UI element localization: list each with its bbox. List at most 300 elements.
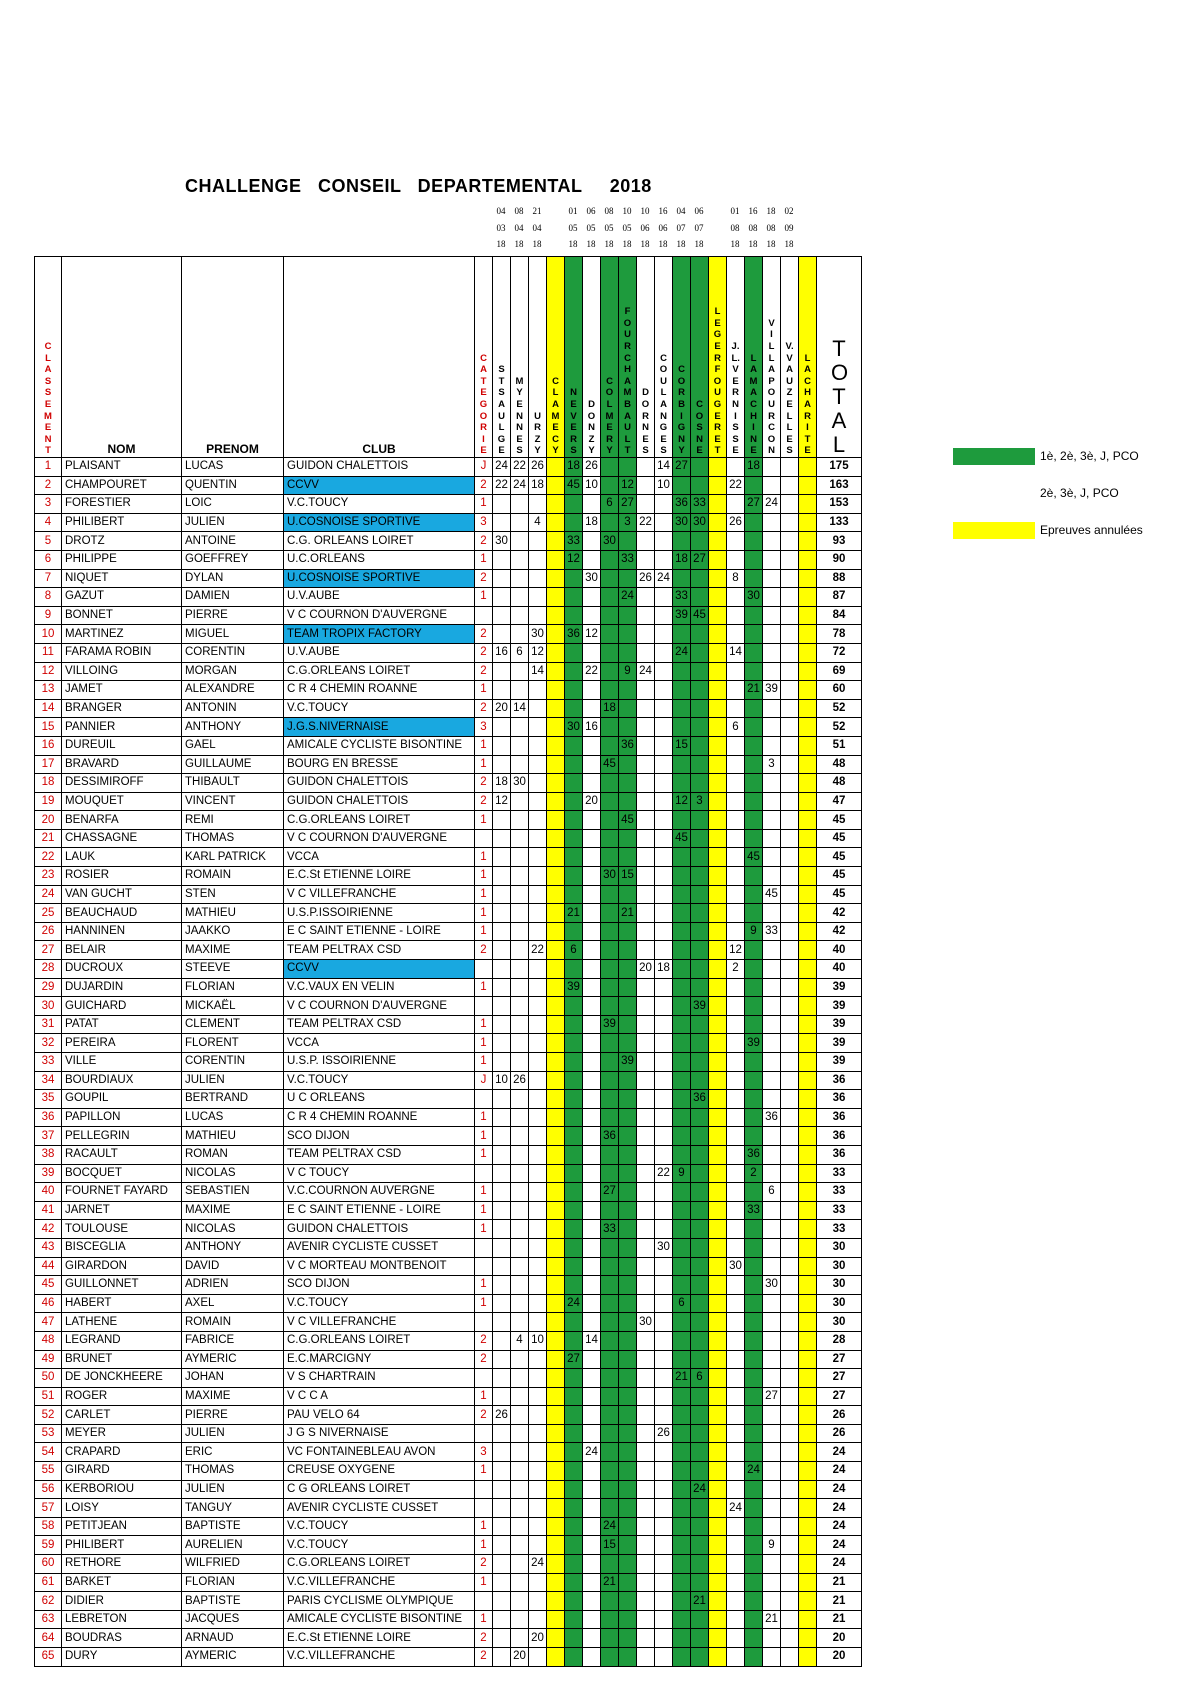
score-cell: 21 (763, 1610, 781, 1629)
categorie-cell: 2 (475, 774, 493, 793)
club-cell: AVENIR CYCLISTE CUSSET (284, 1499, 475, 1518)
club-cell: CCVV (284, 476, 475, 495)
score-cell: 24 (691, 1480, 709, 1499)
score-cell (529, 1387, 547, 1406)
score-cell (529, 1592, 547, 1611)
score-cell (583, 941, 601, 960)
header-event-4 (565, 257, 583, 458)
score-cell (619, 1090, 637, 1109)
nom-cell: DESSIMIROFF (62, 774, 182, 793)
score-cell (583, 829, 601, 848)
score-cell (511, 1387, 529, 1406)
table-row (35, 643, 862, 662)
score-cell (799, 848, 817, 867)
score-cell (583, 1573, 601, 1592)
score-cell (529, 1443, 547, 1462)
score-cell (781, 532, 799, 551)
score-cell (619, 1015, 637, 1034)
score-cell (799, 1369, 817, 1388)
table-row (35, 1090, 862, 1109)
score-cell (727, 458, 745, 477)
score-cell (637, 1201, 655, 1220)
score-cell (565, 1183, 583, 1202)
score-cell (727, 1276, 745, 1295)
score-cell (493, 1276, 511, 1295)
header-event-15 (763, 257, 781, 458)
score-cell (529, 1294, 547, 1313)
score-cell (691, 1573, 709, 1592)
score-cell (511, 1499, 529, 1518)
total-cell: 90 (817, 550, 862, 569)
score-cell (547, 1183, 565, 1202)
categorie-cell: 1 (475, 1536, 493, 1555)
score-cell (565, 1331, 583, 1350)
score-cell (799, 606, 817, 625)
rank-cell: 34 (35, 1071, 62, 1090)
nom-cell: RACAULT (62, 1145, 182, 1164)
prenom-cell: ANTHONY (182, 718, 284, 737)
score-cell (547, 643, 565, 662)
score-cell (493, 755, 511, 774)
score-cell (799, 1071, 817, 1090)
score-cell (529, 1424, 547, 1443)
score-cell (619, 1610, 637, 1629)
total-cell: 26 (817, 1406, 862, 1425)
rank-cell: 38 (35, 1145, 62, 1164)
score-cell (781, 1108, 799, 1127)
score-cell (673, 755, 691, 774)
score-cell (601, 829, 619, 848)
score-cell (745, 606, 763, 625)
score-cell (583, 1145, 601, 1164)
score-cell (727, 1145, 745, 1164)
total-cell: 36 (817, 1108, 862, 1127)
score-cell (601, 458, 619, 477)
categorie-cell (475, 1164, 493, 1183)
score-cell (709, 1201, 727, 1220)
nom-cell: PEREIRA (62, 1034, 182, 1053)
score-cell (673, 867, 691, 886)
categorie-cell: 1 (475, 922, 493, 941)
nom-cell: NIQUET (62, 569, 182, 588)
score-cell (727, 1034, 745, 1053)
score-cell: 4 (511, 1331, 529, 1350)
score-cell (691, 718, 709, 737)
score-cell: 14 (583, 1331, 601, 1350)
score-cell: 45 (619, 811, 637, 830)
prenom-cell: AYMERIC (182, 1350, 284, 1369)
score-cell (709, 476, 727, 495)
club-cell: CCVV (284, 960, 475, 979)
score-cell (583, 1480, 601, 1499)
score-cell (547, 718, 565, 737)
score-cell (565, 1220, 583, 1239)
prenom-cell: KARL PATRICK (182, 848, 284, 867)
score-cell (655, 1034, 673, 1053)
score-cell: 20 (583, 792, 601, 811)
score-cell (691, 1294, 709, 1313)
rank-cell: 6 (35, 550, 62, 569)
club-cell: J G S NIVERNAISE (284, 1424, 475, 1443)
score-cell (763, 458, 781, 477)
score-cell (493, 922, 511, 941)
score-cell (781, 1090, 799, 1109)
score-cell: 39 (763, 681, 781, 700)
score-cell (655, 1369, 673, 1388)
nom-cell: DURY (62, 1648, 182, 1667)
nom-cell: BENARFA (62, 811, 182, 830)
score-cell (673, 1220, 691, 1239)
score-cell: 6 (565, 941, 583, 960)
total-cell: 52 (817, 699, 862, 718)
score-cell: 20 (529, 1629, 547, 1648)
score-cell (565, 606, 583, 625)
event-date-3 (546, 203, 564, 253)
table-row (35, 1015, 862, 1034)
score-cell: 26 (529, 458, 547, 477)
score-cell (727, 1480, 745, 1499)
nom-cell: BOURDIAUX (62, 1071, 182, 1090)
score-cell (781, 755, 799, 774)
score-cell: 6 (727, 718, 745, 737)
nom-cell: JAMET (62, 681, 182, 700)
score-cell (655, 1443, 673, 1462)
score-cell (529, 1369, 547, 1388)
table-row (35, 848, 862, 867)
club-cell: TEAM PELTRAX CSD (284, 1015, 475, 1034)
score-cell (619, 681, 637, 700)
score-cell (619, 1462, 637, 1481)
score-cell (565, 662, 583, 681)
score-cell (781, 1536, 799, 1555)
score-cell (529, 1536, 547, 1555)
score-cell (691, 1183, 709, 1202)
score-cell (781, 1573, 799, 1592)
score-cell (619, 625, 637, 644)
score-cell: 14 (529, 662, 547, 681)
categorie-cell: 2 (475, 1555, 493, 1574)
score-cell (745, 1238, 763, 1257)
rank-cell: 59 (35, 1536, 62, 1555)
score-cell (511, 1276, 529, 1295)
score-cell (619, 532, 637, 551)
score-cell (601, 1499, 619, 1518)
nom-cell: PATAT (62, 1015, 182, 1034)
nom-cell: BISCEGLIA (62, 1238, 182, 1257)
score-cell (511, 1201, 529, 1220)
club-cell: TEAM PELTRAX CSD (284, 1145, 475, 1164)
score-cell (673, 774, 691, 793)
prenom-cell: ARNAUD (182, 1629, 284, 1648)
header-event-5 (583, 257, 601, 458)
score-cell (655, 1331, 673, 1350)
score-cell (781, 978, 799, 997)
score-cell (511, 1517, 529, 1536)
score-cell (583, 1462, 601, 1481)
event-name: LA MACHINE (749, 352, 758, 457)
score-cell (565, 1462, 583, 1481)
prenom-cell: JULIEN (182, 513, 284, 532)
score-cell (745, 811, 763, 830)
score-cell (673, 1183, 691, 1202)
prenom-cell: THOMAS (182, 829, 284, 848)
score-cell (547, 1145, 565, 1164)
total-cell: 36 (817, 1071, 862, 1090)
score-cell (799, 1592, 817, 1611)
total-cell: 27 (817, 1387, 862, 1406)
club-cell: GUIDON CHALETTOIS (284, 774, 475, 793)
total-cell: 21 (817, 1573, 862, 1592)
rank-cell: 29 (35, 978, 62, 997)
score-cell (529, 736, 547, 755)
score-cell (781, 513, 799, 532)
event-date-part (546, 220, 564, 237)
score-cell (619, 1629, 637, 1648)
score-cell (493, 1090, 511, 1109)
club-cell: E.C.St ETIENNE LOIRE (284, 1629, 475, 1648)
score-cell (547, 1592, 565, 1611)
total-cell: 45 (817, 848, 862, 867)
score-cell (799, 904, 817, 923)
score-cell (691, 1108, 709, 1127)
club-cell: VCCA (284, 848, 475, 867)
score-cell (799, 811, 817, 830)
score-cell (799, 997, 817, 1016)
table-row (35, 792, 862, 811)
score-cell (691, 532, 709, 551)
score-cell (673, 1480, 691, 1499)
score-cell (745, 1183, 763, 1202)
prenom-cell: DYLAN (182, 569, 284, 588)
total-cell: 133 (817, 513, 862, 532)
score-cell (619, 458, 637, 477)
score-cell (637, 1424, 655, 1443)
score-cell (601, 1053, 619, 1072)
event-date-part: 07 (676, 222, 686, 233)
score-cell (529, 774, 547, 793)
header-prenom: PRENOM (182, 257, 284, 458)
score-cell: 39 (565, 978, 583, 997)
table-row (35, 755, 862, 774)
score-cell (637, 476, 655, 495)
rank-cell: 14 (35, 699, 62, 718)
score-cell (637, 699, 655, 718)
score-cell (601, 1313, 619, 1332)
categorie-cell: 1 (475, 904, 493, 923)
score-cell: 30 (601, 867, 619, 886)
score-cell (799, 1053, 817, 1072)
categorie-cell: 1 (475, 1183, 493, 1202)
score-cell (691, 829, 709, 848)
score-cell: 4 (529, 513, 547, 532)
score-cell: 18 (601, 699, 619, 718)
score-cell (727, 792, 745, 811)
score-cell (763, 1406, 781, 1425)
score-cell (745, 569, 763, 588)
total-cell: 47 (817, 792, 862, 811)
score-cell (799, 550, 817, 569)
event-name: DONZY (587, 399, 596, 457)
score-cell (673, 904, 691, 923)
score-cell (547, 1164, 565, 1183)
rank-cell: 62 (35, 1592, 62, 1611)
score-cell: 12 (583, 625, 601, 644)
score-cell (547, 774, 565, 793)
score-cell (511, 1573, 529, 1592)
score-cell (565, 495, 583, 514)
total-cell: 21 (817, 1610, 862, 1629)
score-cell (547, 1201, 565, 1220)
score-cell (547, 1090, 565, 1109)
categorie-cell: 1 (475, 978, 493, 997)
score-cell (727, 1313, 745, 1332)
score-cell: 45 (745, 848, 763, 867)
score-cell (529, 1127, 547, 1146)
header-event-12 (709, 257, 727, 458)
score-cell (529, 848, 547, 867)
score-cell (619, 829, 637, 848)
table-row (35, 997, 862, 1016)
score-cell (565, 1090, 583, 1109)
score-cell: 9 (745, 922, 763, 941)
nom-cell: GUILLONNET (62, 1276, 182, 1295)
club-cell: V C VILLEFRANCHE (284, 1313, 475, 1332)
score-cell (511, 625, 529, 644)
score-cell: 24 (529, 1555, 547, 1574)
legend-label: 2è, 3è, J, PCO (1040, 486, 1119, 500)
table-row (35, 1648, 862, 1667)
rank-cell: 13 (35, 681, 62, 700)
score-cell (709, 774, 727, 793)
event-date-6 (600, 203, 618, 253)
header-event-14 (745, 257, 763, 458)
score-cell (547, 588, 565, 607)
score-cell (637, 643, 655, 662)
prenom-cell: VINCENT (182, 792, 284, 811)
score-cell (601, 718, 619, 737)
score-cell (601, 1387, 619, 1406)
score-cell (493, 885, 511, 904)
score-cell (799, 1015, 817, 1034)
nom-cell: PHILIBERT (62, 513, 182, 532)
score-cell (763, 1034, 781, 1053)
score-cell (637, 1610, 655, 1629)
score-cell (745, 1071, 763, 1090)
table-row (35, 569, 862, 588)
score-cell: 21 (673, 1369, 691, 1388)
score-cell (529, 1573, 547, 1592)
table-row (35, 1462, 862, 1481)
score-cell (493, 1257, 511, 1276)
score-cell (529, 1462, 547, 1481)
table-row (35, 1071, 862, 1090)
score-cell (493, 1443, 511, 1462)
score-cell (745, 755, 763, 774)
total-cell: 33 (817, 1220, 862, 1239)
score-cell (673, 1201, 691, 1220)
score-cell (727, 1183, 745, 1202)
score-cell (493, 736, 511, 755)
score-cell (583, 1090, 601, 1109)
club-cell: V.C.VILLEFRANCHE (284, 1648, 475, 1667)
nom-cell: BRUNET (62, 1350, 182, 1369)
club-cell: SCO DIJON (284, 1276, 475, 1295)
prenom-cell: GUILLAUME (182, 755, 284, 774)
score-cell (511, 1090, 529, 1109)
score-cell (763, 1462, 781, 1481)
score-cell (655, 755, 673, 774)
score-cell (745, 1610, 763, 1629)
score-cell: 45 (691, 606, 709, 625)
nom-cell: BOUDRAS (62, 1629, 182, 1648)
score-cell (781, 1592, 799, 1611)
score-cell (709, 1517, 727, 1536)
table-row (35, 718, 862, 737)
score-cell (637, 1220, 655, 1239)
score-cell (565, 643, 583, 662)
score-cell (691, 885, 709, 904)
score-cell (637, 588, 655, 607)
score-cell (511, 569, 529, 588)
table-row (35, 1183, 862, 1202)
score-cell (637, 867, 655, 886)
score-cell (493, 1536, 511, 1555)
score-cell: 36 (601, 1127, 619, 1146)
score-cell (619, 1145, 637, 1164)
score-cell (511, 922, 529, 941)
score-cell (493, 1462, 511, 1481)
table-row (35, 1276, 862, 1295)
score-cell (619, 1387, 637, 1406)
rank-cell: 65 (35, 1648, 62, 1667)
club-cell: U C ORLEANS (284, 1090, 475, 1109)
score-cell (547, 495, 565, 514)
event-date-8 (636, 203, 654, 253)
club-cell: GUIDON CHALETTOIS (284, 1220, 475, 1239)
score-cell (619, 1517, 637, 1536)
score-cell (727, 1517, 745, 1536)
score-cell (799, 718, 817, 737)
header-club: CLUB (284, 257, 475, 458)
total-cell: 84 (817, 606, 862, 625)
score-cell (637, 1350, 655, 1369)
total-cell: 42 (817, 922, 862, 941)
event-date-part: 06 (640, 222, 650, 233)
score-cell (709, 1629, 727, 1648)
score-cell (547, 1610, 565, 1629)
table-row (35, 662, 862, 681)
prenom-cell: STEEVE (182, 960, 284, 979)
legend-swatch (953, 485, 1035, 502)
event-date-part: 04 (496, 206, 506, 216)
prenom-cell: DAVID (182, 1257, 284, 1276)
score-cell (763, 699, 781, 718)
score-cell (781, 1276, 799, 1295)
score-cell (583, 1387, 601, 1406)
score-cell (655, 1071, 673, 1090)
score-cell (529, 1480, 547, 1499)
score-cell (781, 829, 799, 848)
score-cell (565, 1369, 583, 1388)
event-date-part: 03 (496, 222, 506, 233)
score-cell: 24 (583, 1443, 601, 1462)
page-title: CHALLENGE CONSEIL DEPARTEMENTAL 2018 (185, 176, 652, 196)
event-date-part: 08 (748, 222, 758, 233)
score-cell (619, 606, 637, 625)
score-cell (529, 699, 547, 718)
table-row (35, 1108, 862, 1127)
score-cell (619, 1350, 637, 1369)
